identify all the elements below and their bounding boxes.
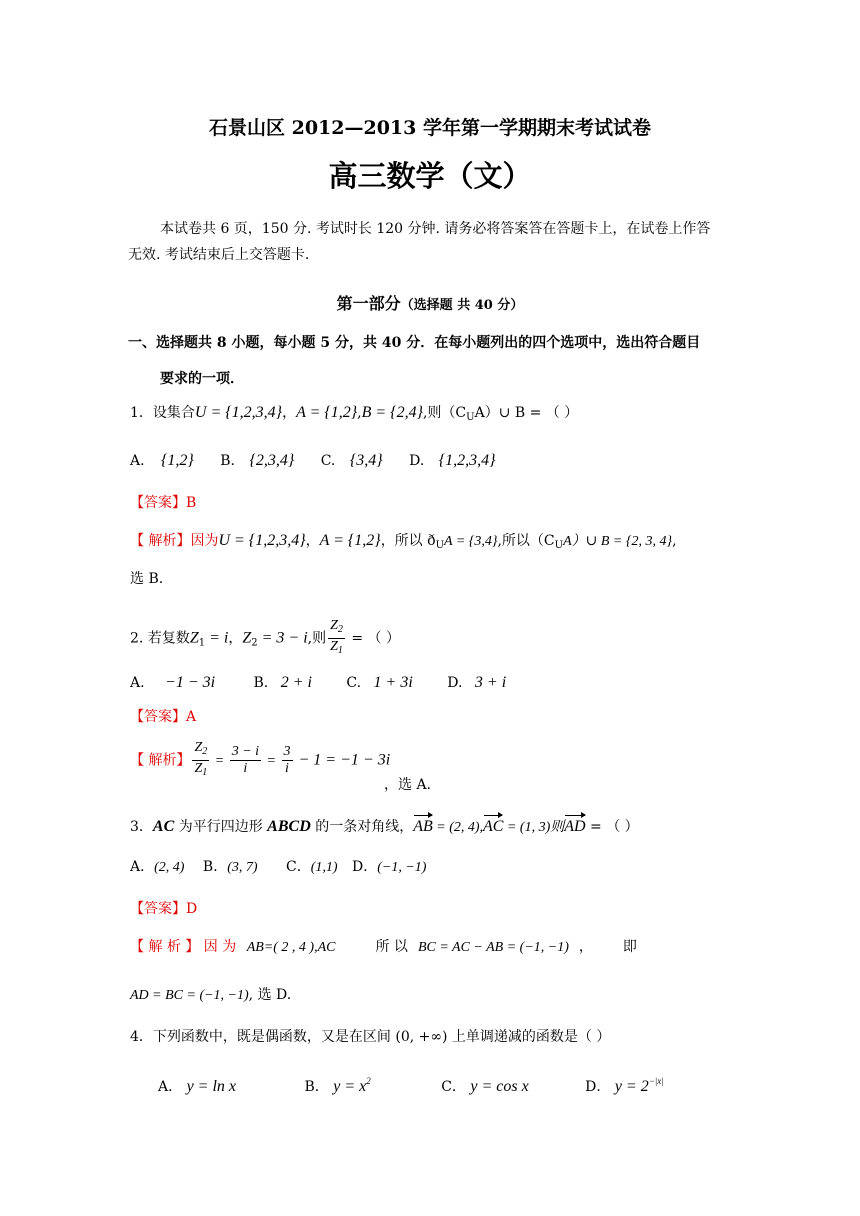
q2-select: ，选 A. — [384, 777, 432, 793]
q3-opt-d-label: D． — [351, 859, 378, 875]
q1-expl-end: , — [672, 533, 677, 549]
q1-select: 选 B. — [130, 571, 164, 587]
q2-z1: Z — [189, 629, 199, 647]
q4-opt-b-sup: 2 — [366, 1076, 371, 1086]
q1-options — [130, 452, 496, 470]
q2-z1-val: = i — [205, 629, 229, 647]
q1-expl-comp: A = {3,4} — [444, 534, 498, 549]
q1-expl-then-sub: U — [554, 540, 564, 551]
q1-sep1: ， — [282, 405, 297, 421]
q3-expl-frag2: BC = AC − AB = (−1, −1) — [417, 940, 569, 955]
exam-title: 石景山区 2012—2013 学年第一学期期末考试试卷 — [209, 117, 651, 139]
part-heading-note: （选择题 共 40 分） — [400, 298, 524, 313]
q4-opt-b: y = x — [333, 1078, 367, 1095]
q3-opt-a: (2, 4) — [154, 860, 185, 875]
part-heading — [0, 295, 860, 315]
q4-opt-d-sup: −|x| — [648, 1076, 664, 1086]
q1-ask: ,则（C — [422, 405, 467, 421]
q1-set-a: A = {1,2} — [296, 404, 358, 421]
q2-z1-sub: 1 — [198, 637, 206, 649]
q2-frac-den-sub: 1 — [337, 645, 343, 656]
q2-expl-f1-num-sub: 2 — [202, 746, 208, 757]
q3-expl-label: 【 解 析 】 — [130, 939, 200, 955]
q2-answer: 【答案】A — [130, 709, 197, 725]
q3-mid2: 的一条对角线， — [310, 819, 414, 835]
q4-opt-c: y = cos x — [470, 1078, 529, 1095]
q2-explanation — [130, 740, 390, 781]
part-heading-title: 第一部分 — [336, 294, 401, 313]
q3-ab-val: = (2, 4), — [432, 820, 484, 835]
q1-opt-c-label: C. — [320, 453, 336, 469]
q3-ask-tail: = （ ） — [585, 819, 639, 835]
q2-options — [130, 674, 506, 692]
q2-frac-den: Z — [330, 639, 338, 654]
section-instruction-1: 一、选择题共 8 小题，每小题 5 分，共 40 分．在每小题列出的四个选项中，选出符合题目 — [128, 335, 701, 351]
q2-sep: ， — [228, 630, 243, 647]
q1-prefix: 1．设集合 — [130, 405, 195, 421]
q3-opt-d: (−1, −1) — [377, 860, 427, 875]
section-instruction-2: 要求的一项． — [160, 371, 244, 387]
q1-expl-label: 【 解析】因为 — [130, 533, 219, 549]
q3-opt-b: (3, 7) — [227, 860, 258, 875]
q3-explanation — [130, 938, 637, 957]
q1-ask-sub: U — [466, 412, 475, 423]
q2-frac-num: Z — [330, 618, 338, 633]
q3-stem — [130, 812, 639, 837]
q3-expl-frag1: AB=( 2 , 4 ),AC — [246, 940, 336, 955]
q3-ac-val: = (1, 3)则 — [503, 820, 565, 835]
intro-line-2: 无效. 考试结束后上交答题卡. — [128, 247, 310, 263]
q2-opt-a-label: A. — [130, 675, 145, 691]
q4-opt-d: y = 2 — [614, 1078, 649, 1095]
q2-opt-b: 2 + i — [280, 674, 312, 691]
q2-fraction — [328, 618, 345, 659]
q2-expl-eq1: = — [211, 753, 228, 769]
q3-expl-ie: 即 — [622, 939, 637, 955]
q1-opt-b-label: B. — [220, 453, 236, 469]
q4-opt-d-label: D． — [585, 1079, 611, 1095]
q1-opt-d: {1,2,3,4} — [438, 452, 496, 469]
q2-opt-d: 3 + i — [474, 674, 507, 691]
q4-stem: 4．下列函数中，既是偶函数，又是在区间 (0, +∞) 上单调递减的函数是（ ） — [130, 1029, 611, 1045]
q1-expl-u: U = {1,2,3,4} — [218, 532, 306, 549]
q1-expl-result: A）∪ B = {2, 3, 4} — [563, 534, 673, 549]
q2-opt-c-label: C. — [346, 675, 362, 691]
intro-line-1: 本试卷共 6 页，150 分. 考试时长 120 分钟. 请务必将答案答在答题卡上，在试卷上作答 — [160, 221, 711, 237]
q3-explanation-2 — [130, 986, 291, 1005]
q4-opt-a-label: A． — [158, 1079, 183, 1095]
q2-frac-num-sub: 2 — [337, 624, 343, 635]
q3-expl-frag3: AD = BC = (−1, −1) — [130, 988, 249, 1003]
q1-opt-b: {2,3,4} — [249, 452, 295, 469]
q2-expl-frac-2 — [230, 744, 261, 777]
q1-opt-d-label: D. — [409, 453, 425, 469]
q2-expl-label: 【 解析】 — [130, 752, 191, 769]
q1-sep2: , — [357, 405, 362, 421]
q1-ask-tail: A）∪ B = （ ） — [474, 405, 579, 421]
q3-vec-ab: AB — [413, 812, 433, 836]
q1-stem — [130, 404, 578, 427]
q3-ac: AC — [152, 818, 175, 835]
q2-stem — [130, 618, 400, 659]
q4-opt-b-label: B． — [304, 1079, 329, 1095]
q2-opt-b-label: B. — [253, 675, 269, 691]
q2-opt-d-label: D. — [447, 675, 463, 691]
q2-expl-frac-3 — [282, 744, 293, 777]
q2-ask-tail: = （ ） — [346, 630, 401, 647]
q4-opt-c-label: C． — [441, 1079, 466, 1095]
q2-expl-f3-den: i — [285, 761, 289, 776]
q2-expl-eq2: = — [263, 753, 280, 769]
q2-opt-c: 1 + 3i — [373, 674, 413, 691]
q1-explanation — [130, 532, 677, 555]
q3-opt-c-label: C． — [285, 859, 311, 875]
q2-z2: Z — [242, 629, 252, 647]
q4-opt-a: y = ln x — [186, 1078, 237, 1095]
q2-opt-a: −1 − 3i — [165, 674, 216, 691]
q1-opt-a-label: A. — [130, 453, 145, 469]
q2-prefix: 2. 若复数 — [130, 630, 190, 647]
q2-z2-val: = 3 − i — [257, 629, 308, 647]
q3-answer: 【答案】D — [130, 901, 198, 917]
q1-answer: 【答案】B — [130, 495, 197, 511]
q3-prefix: 3． — [130, 819, 153, 835]
q3-opt-c: (1,1) — [310, 860, 338, 875]
q3-mid: 为平行四边形 — [174, 819, 268, 835]
q3-opt-a-label: A． — [130, 859, 155, 875]
q2-expl-f1-num: Z — [194, 740, 203, 755]
q2-expl-f2-num: 3 − i — [231, 744, 260, 759]
exam-subtitle: 高三数学（文） — [328, 159, 532, 193]
q1-expl-mid-sub: U — [435, 540, 445, 551]
q1-set-b: B = {2,4} — [361, 404, 423, 421]
q1-opt-c: {3,4} — [349, 452, 383, 469]
q2-ask: ,则 — [307, 630, 327, 647]
q3-opt-b-label: B． — [202, 859, 228, 875]
q3-abcd: ABCD — [267, 818, 311, 835]
q3-vec-ad: AD — [564, 812, 585, 836]
q2-expl-frac-1 — [192, 740, 209, 781]
q4-options — [158, 1072, 664, 1096]
q1-expl-a: A = {1,2} — [319, 532, 381, 549]
q3-expl-select: , 选 D. — [248, 987, 292, 1003]
q3-expl-comma: ， — [578, 939, 593, 955]
q1-expl-then: ,所以（C — [497, 533, 555, 549]
q1-expl-mid: ，所以 ð — [380, 533, 436, 549]
q3-expl-so: 所 以 — [375, 939, 408, 955]
q1-set-u: U = {1,2,3,4} — [194, 404, 283, 421]
q1-opt-a: {1,2} — [161, 452, 194, 469]
q2-expl-f2-den: i — [243, 761, 248, 776]
q2-expl-f1-den: Z — [194, 761, 203, 776]
q3-options — [130, 858, 426, 877]
q2-expl-tail: − 1 = −1 − 3i — [294, 751, 391, 769]
q2-expl-f1-den-sub: 1 — [202, 767, 208, 778]
q3-expl-because: 因 为 — [199, 939, 241, 955]
q2-z2-sub: 2 — [251, 637, 258, 649]
q1-expl-sep: ， — [305, 533, 320, 549]
q2-expl-f3-num: 3 — [283, 744, 291, 759]
q3-vec-ac: AC — [483, 812, 503, 836]
